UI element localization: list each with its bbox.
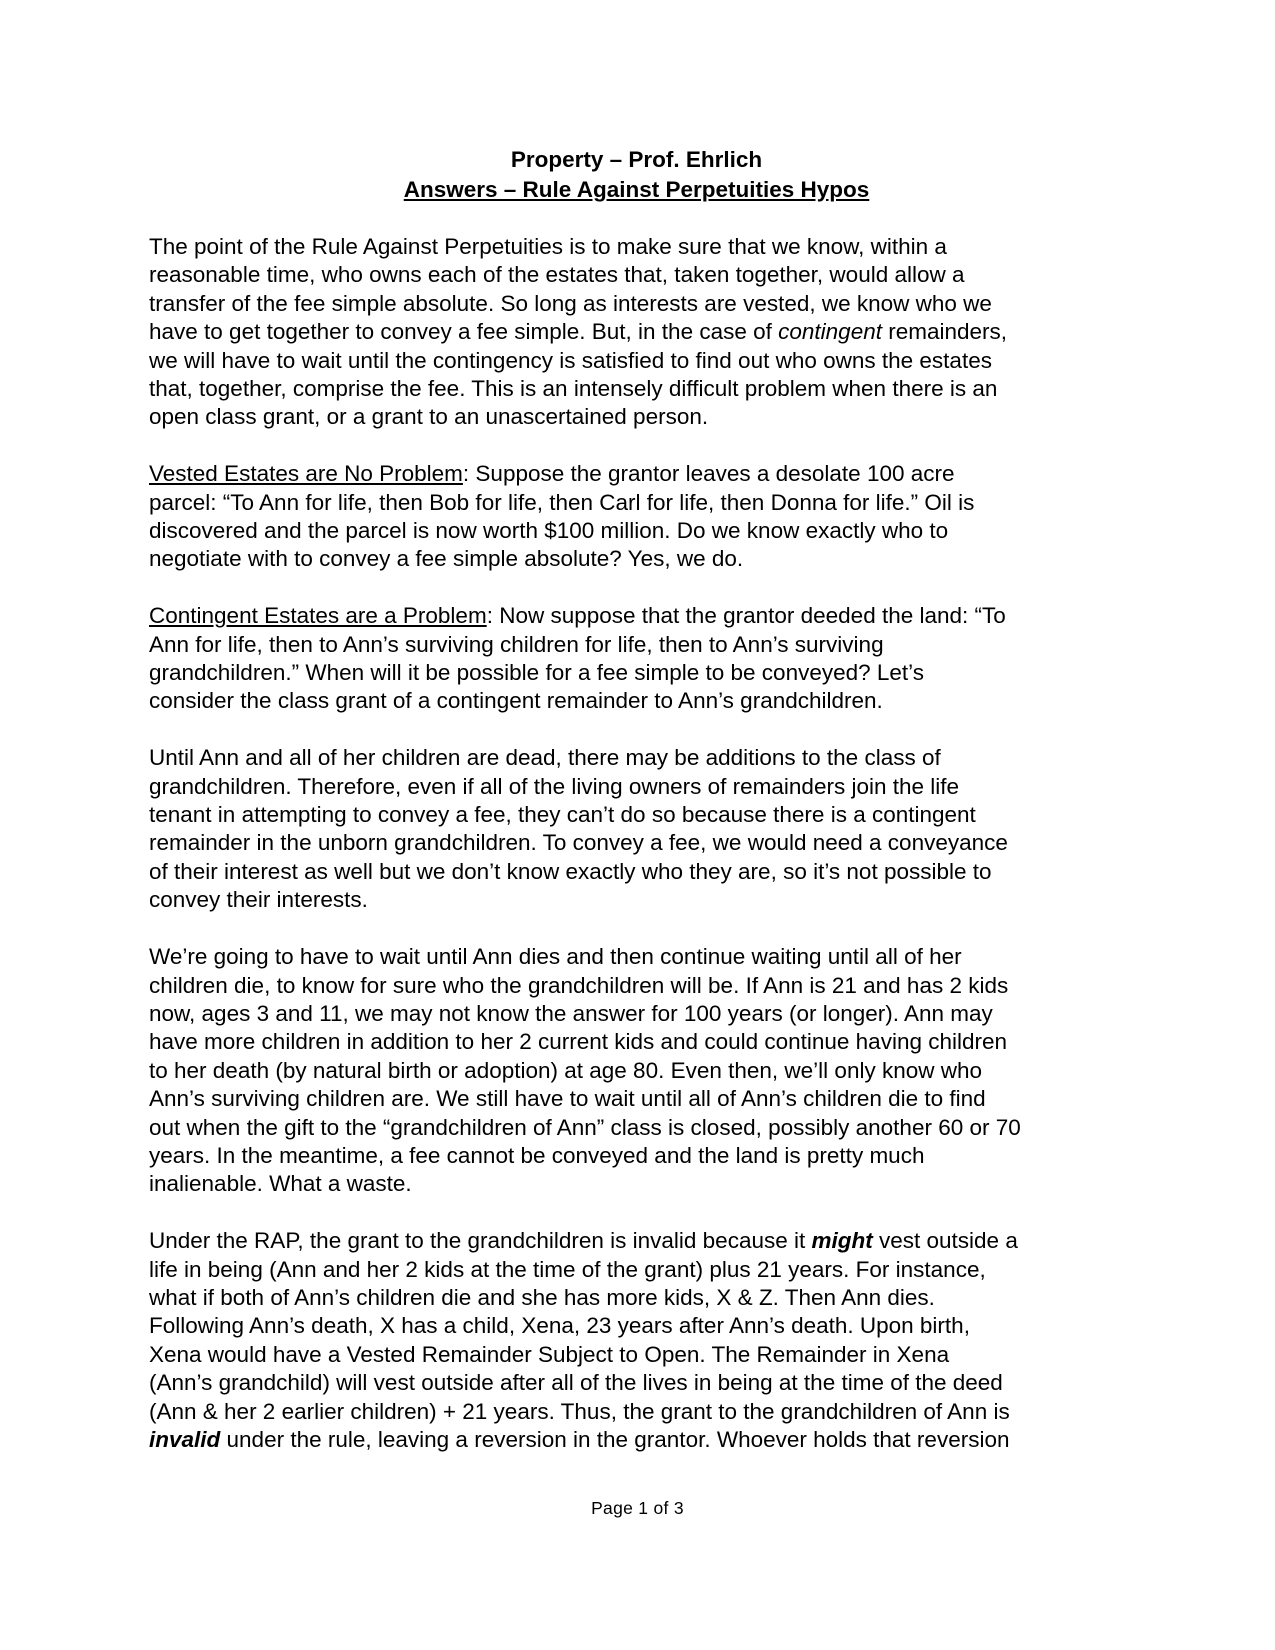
line: consider the class grant of a contingent remainder to Ann’s grandchildren. [149,688,883,714]
text-run: : Suppose the grantor leaves a desolate 100 acre [462,461,955,487]
line: remainder in the unborn grandchildren. To convey a fee, we would need a conveyance [149,830,1008,856]
line: grandchildren.” When will it be possible for a fee simple to be conveyed? Let’s [149,660,925,686]
line: open class grant, or a grant to an unascertained person. [149,404,709,430]
line: now, ages 3 and 11, we may not know the answer for 100 years (or longer). Ann may [149,1000,993,1026]
paragraph-waiting [149,943,1124,1199]
line [149,318,1124,346]
line: transfer of the fee simple absolute. So long as interests are vested, we know who we [149,290,992,316]
section-heading: Vested Estates are No Problem [149,461,463,487]
line: what if both of Ann’s children die and she has more kids, X & Z. Then Ann dies. [149,1284,935,1310]
line: Xena would have a Vested Remainder Subject to Open. The Remainder in Xena [149,1341,950,1367]
line: discovered and the parcel is now worth $100 million. Do we know exactly who to [149,518,949,544]
document-page [149,145,1124,1454]
emphasis-contingent: contingent [778,319,882,345]
line: children die, to know for sure who the grandchildren will be. If Ann is 21 and has 2 kids [149,972,1009,998]
course-title: Property – Prof. Ehrlich [510,147,763,172]
line: Ann for life, then to Ann’s surviving children for life, then to Ann’s surviving [149,631,884,657]
line [149,602,1124,630]
line: life in being (Ann and her 2 kids at the time of the grant) plus 21 years. For instance, [149,1256,986,1282]
line: that, together, comprise the fee. This is an intensely difficult problem when there is an [149,376,998,402]
paragraph-intro [149,233,1124,432]
line: parcel: “To Ann for life, then Bob for life, then Carl for life, then Donna for life.” Oil is [149,489,975,515]
line: negotiate with to convey a fee simple absolute? Yes, we do. [149,546,744,572]
line: of their interest as well but we don’t know exactly who they are, so it’s not possible to [149,858,992,884]
line: Ann’s surviving children are. We still have to wait until all of Ann’s children die to find [149,1086,986,1112]
line: to her death (by natural birth or adoption) at age 80. Even then, we’ll only know who [149,1057,983,1083]
line: reasonable time, who owns each of the estates that, taken together, would allow a [149,262,965,288]
page-number: Page 1 of 3 [591,1498,684,1518]
line [149,460,1124,488]
paragraph-rap-analysis [149,1227,1124,1454]
document-subtitle: Answers – Rule Against Perpetuities Hypos [403,177,870,202]
line: (Ann’s grandchild) will vest outside after all of the lives in being at the time of the deed [149,1370,1003,1396]
line: We’re going to have to wait until Ann dies and then continue waiting until all of her [149,944,962,970]
line: have more children in addition to her 2 current kids and could continue having children [149,1029,1008,1055]
line: (Ann & her 2 earlier children) + 21 years. Thus, the grant to the grandchildren of Ann is [149,1398,1010,1424]
text-run: : Now suppose that the grantor deeded the land: “To [486,603,1006,629]
line [149,1426,1124,1454]
line: Following Ann’s death, X has a child, Xena, 23 years after Ann’s death. Upon birth, [149,1313,970,1339]
line: inalienable. What a waste. [149,1171,412,1197]
text-run: vest outside a [872,1228,1018,1254]
emphasis-might: might [811,1228,873,1254]
line: Until Ann and all of her children are dead, there may be additions to the class of [149,745,941,771]
line: tenant in attempting to convey a fee, they can’t do so because there is a contingent [149,802,976,828]
paragraph-class-additions [149,744,1124,914]
line: The point of the Rule Against Perpetuities is to make sure that we know, within a [149,234,947,259]
emphasis-invalid: invalid [149,1426,221,1452]
section-heading: Contingent Estates are a Problem [149,603,487,629]
text-run: have to get together to convey a fee simple. But, in the case of [149,319,779,345]
line: we will have to wait until the contingency is satisfied to find out who owns the estates [149,347,992,373]
line: convey their interests. [149,887,368,913]
paragraph-vested-estates [149,460,1124,574]
paragraph-contingent-estates [149,602,1124,716]
line: grandchildren. Therefore, even if all of the living owners of remainders join the life [149,773,960,799]
text-run: under the rule, leaving a reversion in the grantor. Whoever holds that reversion [220,1426,1010,1452]
line [149,1227,1124,1255]
text-run: remainders, [881,319,1008,345]
text-run: Under the RAP, the grant to the grandchildren is invalid because it [149,1228,812,1254]
line: years. In the meantime, a fee cannot be conveyed and the land is pretty much [149,1142,925,1168]
line: out when the gift to the “grandchildren of Ann” class is closed, possibly another 60 or 70 [149,1114,1021,1140]
document-header [149,145,1124,205]
